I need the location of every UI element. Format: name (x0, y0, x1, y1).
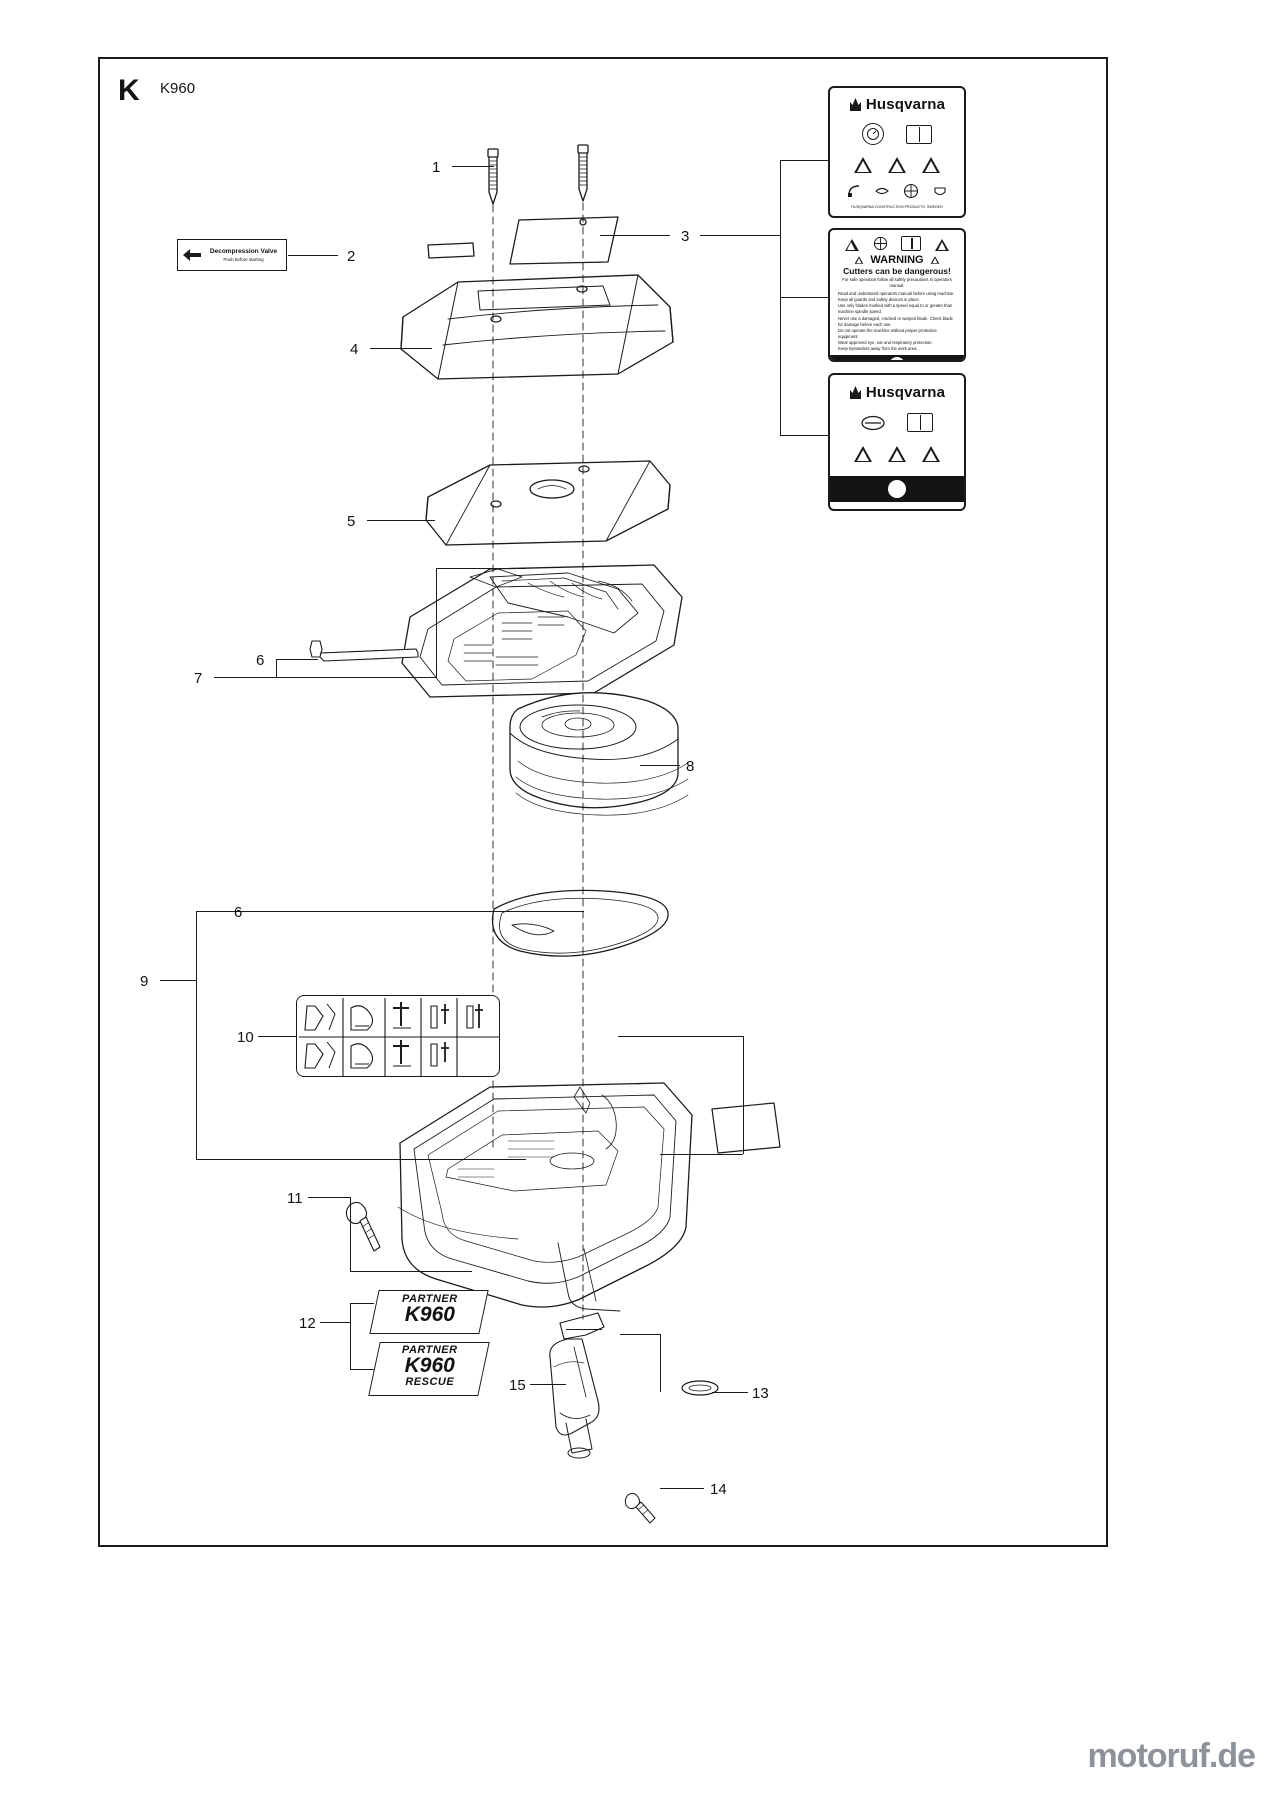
screw-long-1-shape (488, 149, 498, 204)
watermark (1087, 1737, 1255, 1776)
decal-bracket-stem (700, 235, 780, 236)
eye-protection-icon (875, 184, 889, 198)
decal-bottom-black-bar (830, 476, 964, 502)
partner-decal-model-1: K960 (404, 1303, 455, 1326)
hex-key-shape (310, 641, 418, 661)
callout-8: 8 (686, 758, 695, 775)
leader-9d (196, 1159, 526, 1160)
warning-triangle-icon-4 (854, 446, 872, 462)
decal-bracket-h1 (780, 160, 828, 161)
leader-9b (160, 980, 196, 981)
warning-triangle-icon-2 (888, 157, 906, 173)
callout-14: 14 (710, 1481, 727, 1498)
decompression-label-line2: Push before starting (223, 256, 264, 262)
callout-5: 5 (347, 513, 356, 530)
leader-7e (436, 568, 526, 569)
callout-7: 7 (194, 670, 203, 687)
partner-decal-variant-2: RESCUE (405, 1375, 455, 1388)
instruction-matrix-decal (296, 995, 500, 1077)
leader-9c (196, 911, 254, 912)
callout-11: 11 (287, 1190, 303, 1207)
screw-long-2-shape (578, 145, 588, 201)
decal-warning-bullet-5: Wear approved eye, ear and respiratory protection. (838, 339, 933, 345)
leader-12c (350, 1303, 374, 1304)
leader-12a (320, 1322, 350, 1323)
lower-housing-shape (398, 1083, 692, 1311)
decal-warning-bullet-6: Keep bystanders away from the work area. (838, 346, 918, 352)
warning-triangle-icon-3 (922, 157, 940, 173)
decal-warning-subheading: Cutters can be dangerous! (843, 266, 951, 276)
gauge-icon (862, 123, 884, 145)
partner-decal-k960 (369, 1290, 488, 1334)
leader-blankdecal-h (618, 1036, 743, 1037)
leader-blankdecal-h2 (660, 1154, 743, 1155)
manual-book-icon-2 (901, 236, 921, 251)
leader-15b (566, 1329, 602, 1330)
blade-disc-icon-2 (873, 236, 888, 251)
decal-warning-middle (828, 228, 966, 362)
decal-bottom-brand: Husqvarna (865, 384, 946, 401)
warning-triangle-inline-left (855, 256, 864, 263)
page-model-label: K960 (160, 80, 196, 97)
decal-warning-circle-hole (889, 357, 905, 362)
leader-12b (350, 1303, 351, 1369)
decal-top-brand: Husqvarna (865, 96, 946, 113)
callout-9: 9 (140, 973, 149, 990)
bracket-shape (550, 1313, 604, 1458)
leader-13v (660, 1334, 661, 1392)
warning-triangle-inline-right (930, 256, 939, 263)
section-letter: K (118, 74, 140, 107)
callout-6-upper: 6 (256, 652, 265, 669)
husqvarna-crown-icon (849, 97, 862, 112)
leader-11 (308, 1197, 350, 1198)
leader-6b (254, 911, 584, 912)
leader-6a (276, 659, 318, 660)
callout-4: 4 (350, 341, 359, 358)
callout-3: 3 (681, 228, 690, 245)
screw-tiny-shape (625, 1493, 655, 1523)
leader-11c (350, 1271, 472, 1272)
filter-housing-shape (402, 565, 682, 697)
dust-mask-icon (933, 184, 947, 198)
callout-2: 2 (347, 248, 356, 265)
leader-7d (436, 568, 437, 678)
ear-protection-icon (847, 184, 861, 198)
decal-warning-heading: WARNING (870, 254, 924, 266)
inner-cover-shape (426, 461, 670, 545)
warning-triangle-icon-1 (854, 157, 872, 173)
decal-husqvarna-top (828, 86, 966, 218)
arrow-left-icon (182, 248, 202, 262)
leader-8 (640, 765, 680, 766)
matrix-decal-graphic (297, 996, 500, 1077)
decal-warning-bullet-3: Never use a damaged, cracked or warped blade. Check blade for damage before each use. (838, 315, 953, 327)
callout-10: 10 (237, 1029, 254, 1046)
blade-disc-icon (903, 183, 919, 199)
leader-4 (370, 348, 432, 349)
callout-1: 1 (432, 159, 441, 176)
decal-bracket-h3 (780, 435, 828, 436)
leader-13h (620, 1334, 660, 1335)
partner-decal-k960-rescue (368, 1342, 489, 1396)
leader-13 (712, 1392, 748, 1393)
watermark-text: motoruf.de (1087, 1737, 1255, 1775)
manual-book-icon-3 (907, 413, 933, 432)
screw-short-shape (346, 1202, 380, 1251)
leader-11b (350, 1197, 351, 1271)
warning-triangle-small-1 (845, 239, 859, 251)
leader-10 (258, 1036, 296, 1037)
strip-decal-shape (428, 243, 474, 258)
leader-12d (350, 1369, 374, 1370)
leader-7a (214, 677, 276, 678)
leader-blankdecal-v (743, 1036, 744, 1154)
decompression-valve-label (177, 239, 287, 271)
partner-decal-brand-1: PARTNER (402, 1293, 458, 1305)
callout-6-lower: 6 (234, 904, 243, 921)
decal-warning-bullet-4: Do not operate the machine without proper protective equipment. (838, 327, 937, 339)
decal-bracket-h2 (780, 297, 828, 298)
warning-triangle-icon-5 (888, 446, 906, 462)
leader-7b (276, 659, 277, 677)
decal-warning-black-bar (830, 355, 964, 362)
leader-5 (367, 520, 435, 521)
leader-15 (530, 1384, 566, 1385)
callout-15: 15 (509, 1377, 526, 1394)
decompression-label-line1: Decompression Valve (209, 248, 278, 256)
leader-7c (276, 677, 436, 678)
leader-2 (288, 255, 338, 256)
leader-1 (452, 166, 494, 167)
decal-husqvarna-bottom (828, 373, 966, 511)
plate-decal-shape (510, 217, 618, 264)
decal-warning-bullet-1: Read and understand operators manual before using machine. Keep all guards and safety devices in place. (838, 291, 955, 303)
leader-3a (600, 235, 670, 236)
blank-decal-shape (712, 1103, 780, 1153)
callout-13: 13 (752, 1385, 769, 1402)
callout-12: 12 (299, 1315, 316, 1332)
leader-9a (196, 911, 197, 1159)
partner-decal-model-2: K960 (404, 1354, 455, 1377)
top-cover-shape (401, 275, 673, 379)
decal-warning-intro: For safe operation follow all safety precautions in operators manual. (842, 277, 952, 289)
husqvarna-crown-icon-2 (849, 385, 862, 400)
gasket-seal-shape (492, 890, 668, 956)
decal-warning-bullet-2: Use only blades marked with a speed equal to or greater than machine spindle speed. (838, 303, 953, 315)
warning-triangle-small-2 (935, 239, 949, 251)
warning-triangle-icon-6 (922, 446, 940, 462)
partner-decal-brand-2: PARTNER (401, 1344, 458, 1356)
blade-side-icon (861, 414, 885, 432)
manual-book-icon (906, 125, 932, 144)
leader-14 (660, 1488, 704, 1489)
air-filter-shape (510, 693, 688, 816)
decal-top-footer: HUSQVARNA CONSTRUCTION PRODUCTS, SWEDEN (851, 205, 943, 209)
decal-bottom-circle-hole (888, 480, 906, 498)
